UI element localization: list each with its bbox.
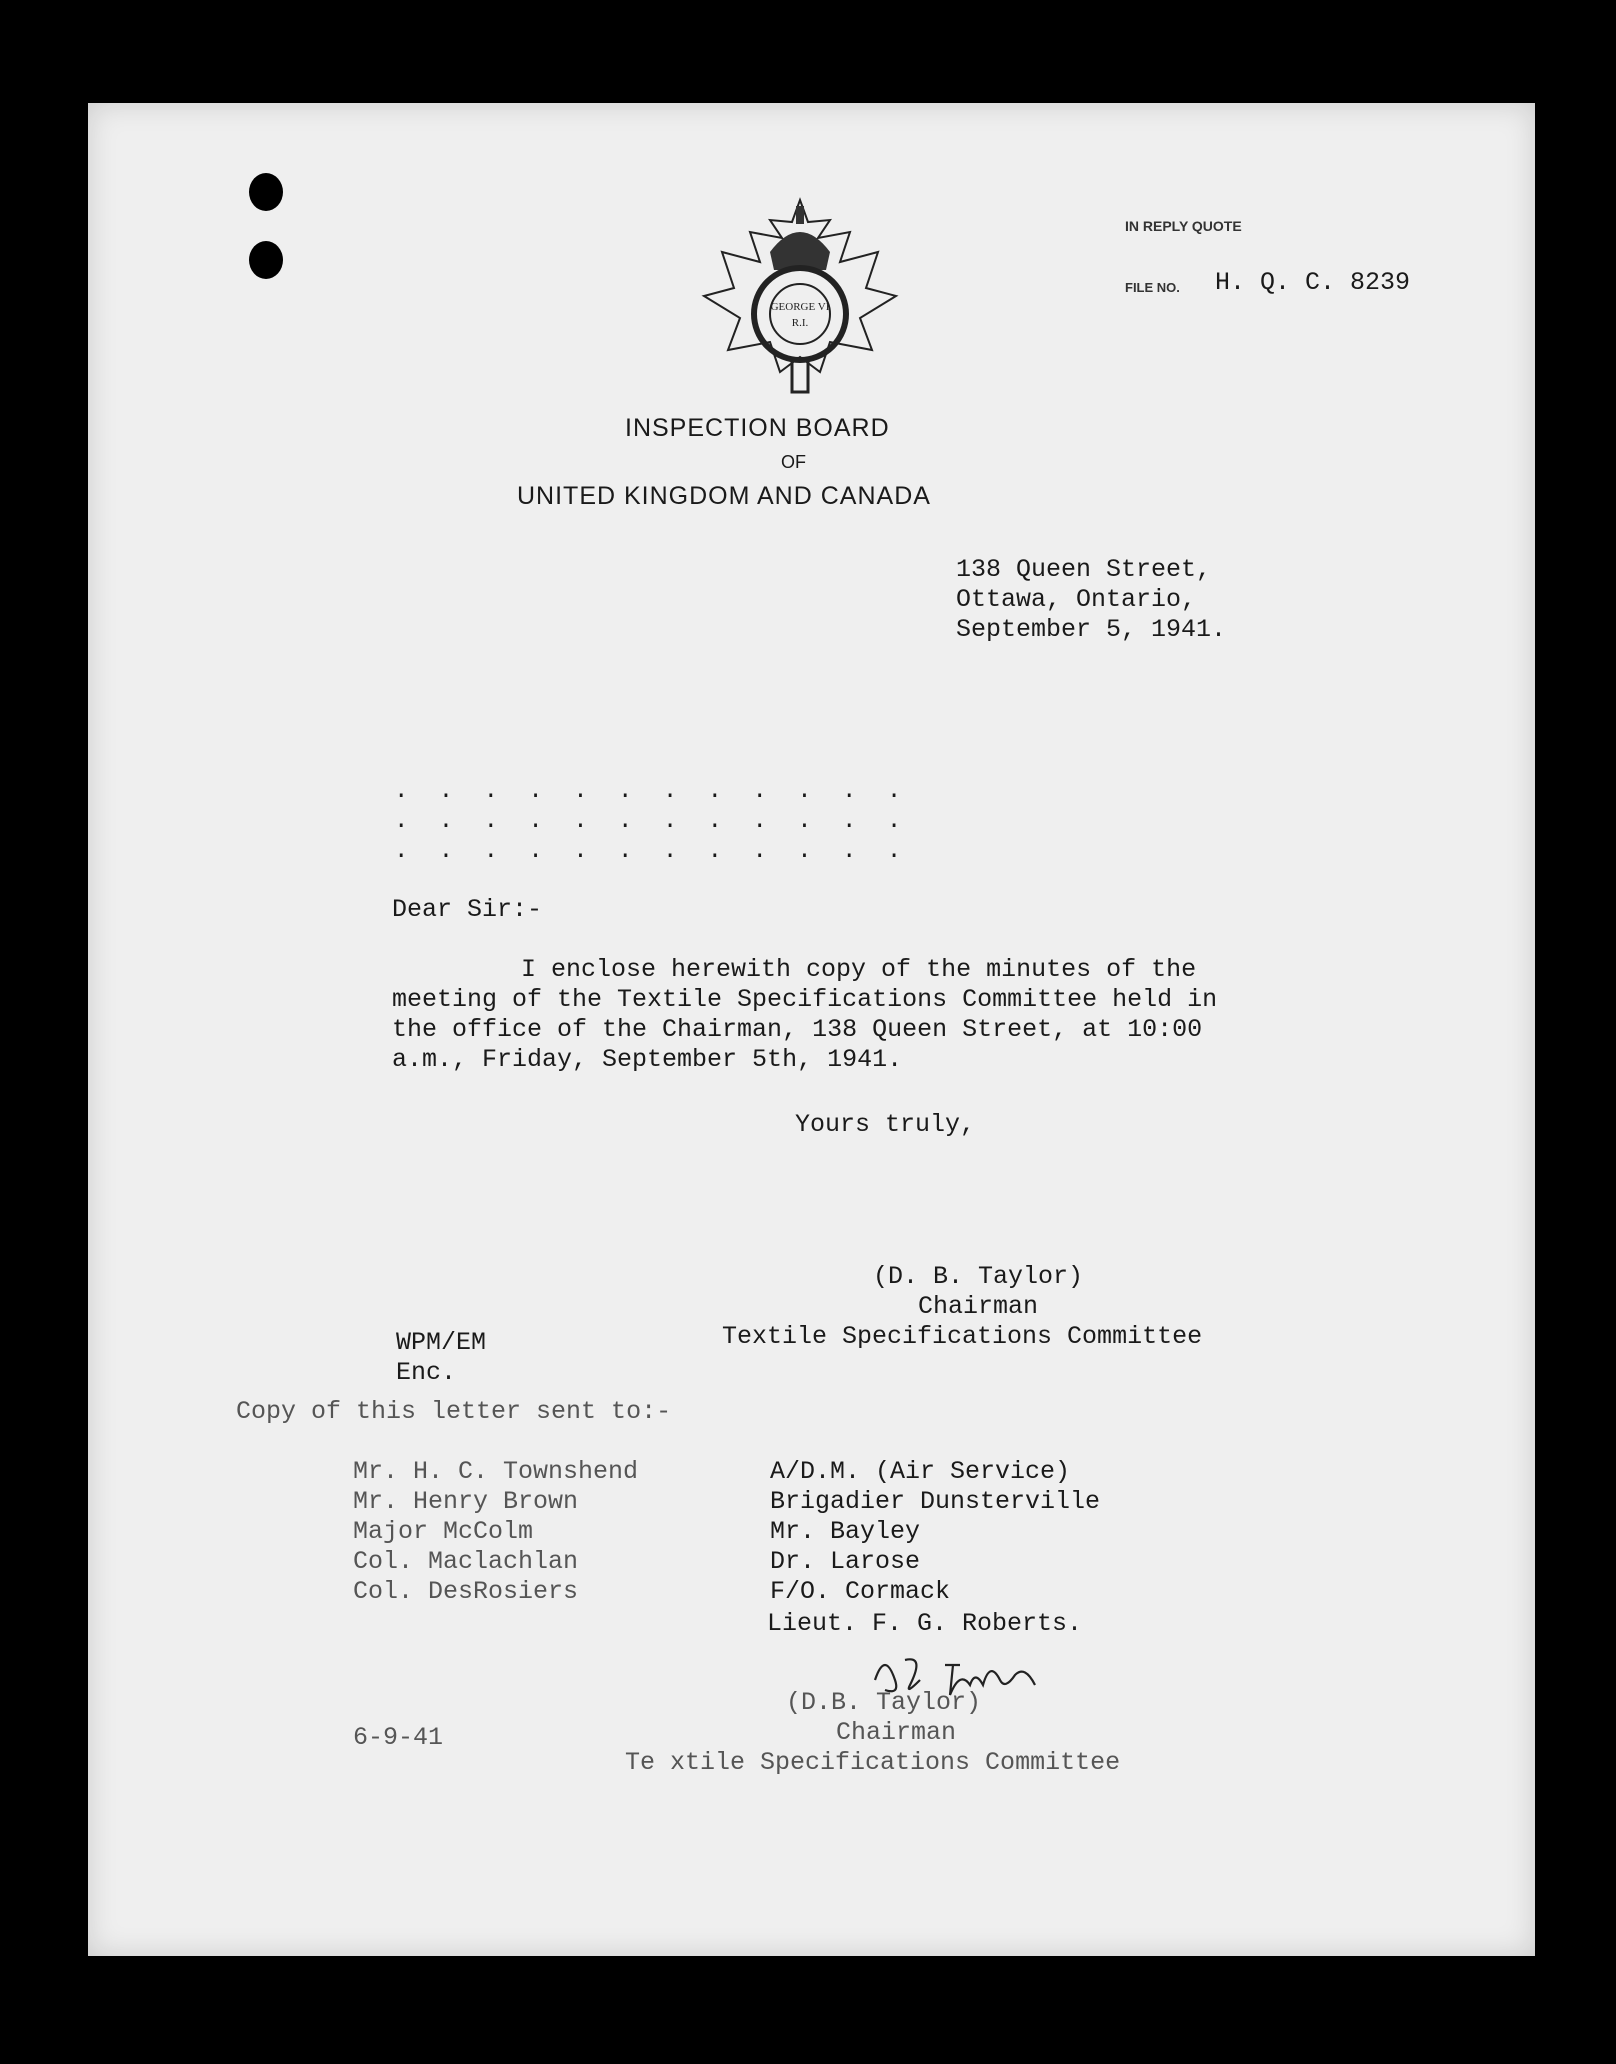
copy-recipient: Col. DesRosiers <box>353 1577 579 1606</box>
reply-quote-label: IN REPLY QUOTE <box>1125 218 1242 234</box>
body-line: the office of the Chairman, 138 Queen Street, at 10:00 <box>392 1015 1203 1044</box>
date-stamp: 6-9-41 <box>353 1723 444 1752</box>
copy-recipient: Mr. Henry Brown <box>353 1487 579 1516</box>
salutation: Dear Sir:- <box>392 895 543 924</box>
copy-recipient: F/O. Cormack <box>770 1577 951 1606</box>
org-name-line1: INSPECTION BOARD <box>625 414 890 442</box>
punch-hole <box>249 173 283 211</box>
copy-recipient: A/D.M. (Air Service) <box>770 1457 1071 1486</box>
copy-recipient: Lieut. F. G. Roberts. <box>767 1609 1083 1638</box>
recipient-placeholder: . . . . . . . . . . . . <box>394 808 910 835</box>
svg-text:GEORGE VI: GEORGE VI <box>770 301 830 313</box>
file-number: H. Q. C. 8239 <box>1215 268 1411 297</box>
enclosure-note: Enc. <box>396 1358 457 1387</box>
file-number-label: FILE NO. <box>1125 280 1180 295</box>
recipient-placeholder: . . . . . . . . . . . . <box>394 838 910 865</box>
copy-recipient: Dr. Larose <box>770 1547 921 1576</box>
second-signatory-title: Chairman <box>836 1718 957 1747</box>
signatory-title: Chairman <box>918 1292 1039 1321</box>
copy-heading: Copy of this letter sent to:- <box>236 1397 672 1426</box>
org-name-line2: OF <box>781 452 806 472</box>
royal-crest-icon <box>700 192 900 402</box>
punch-hole <box>249 241 283 279</box>
svg-text:R.I.: R.I. <box>791 317 809 329</box>
letter-date: September 5, 1941. <box>956 615 1227 644</box>
body-line: I enclose herewith copy of the minutes of the <box>521 955 1197 984</box>
signatory-committee: Textile Specifications Committee <box>722 1322 1203 1351</box>
org-name-line3: UNITED KINGDOM AND CANADA <box>517 482 931 510</box>
address-line2: Ottawa, Ontario, <box>956 585 1197 614</box>
body-line: meeting of the Textile Specifications Committee held in <box>392 985 1218 1014</box>
copy-recipient: Mr. H. C. Townshend <box>353 1457 639 1486</box>
copy-recipient: Brigadier Dunsterville <box>770 1487 1101 1516</box>
copy-recipient: Col. Maclachlan <box>353 1547 579 1576</box>
second-signatory-name: (D.B. Taylor) <box>786 1688 982 1717</box>
signatory-name: (D. B. Taylor) <box>873 1262 1084 1291</box>
closing: Yours truly, <box>795 1110 976 1139</box>
body-line: a.m., Friday, September 5th, 1941. <box>392 1045 903 1074</box>
recipient-placeholder: . . . . . . . . . . . . <box>394 778 910 805</box>
copy-recipient: Major McColm <box>353 1517 534 1546</box>
second-signatory-committee: Te xtile Specifications Committee <box>625 1748 1121 1777</box>
copy-recipient: Mr. Bayley <box>770 1517 921 1546</box>
address-line1: 138 Queen Street, <box>956 555 1212 584</box>
reference-initials: WPM/EM <box>396 1328 487 1357</box>
